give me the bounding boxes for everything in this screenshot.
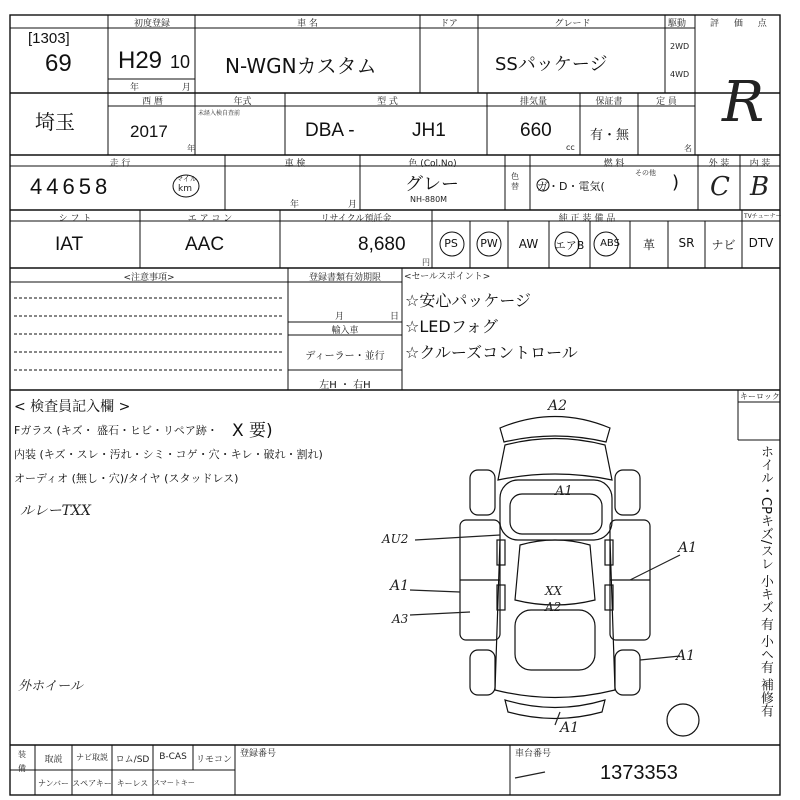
equip-label: 装 備 bbox=[18, 750, 26, 773]
sales-point-1: ☆安心パッケージ bbox=[405, 291, 532, 310]
mark-left-mid: A1 bbox=[390, 578, 410, 594]
footer-item-keyless: キーレス bbox=[116, 779, 149, 788]
audio-line: オーディオ (無し・穴)/タイヤ (スタッドレス) bbox=[14, 472, 239, 485]
mark-right-rear: A1 bbox=[676, 648, 696, 664]
fuel-label: 燃 料 bbox=[603, 159, 625, 169]
handle-side: 左H ・ 右H bbox=[319, 380, 371, 391]
footer-item-bcas: B-CAS bbox=[159, 752, 187, 762]
model-year-label: 年式 bbox=[233, 97, 252, 107]
footer-item-navi-manual: ナビ取説 bbox=[76, 753, 108, 762]
interior-grade: B bbox=[750, 172, 770, 202]
exterior-grade: C bbox=[710, 172, 730, 202]
color-label: 色 (Col.No) bbox=[408, 159, 457, 169]
grade-label: グレード bbox=[554, 19, 591, 29]
mark-center-2: A2 bbox=[545, 600, 562, 614]
mileage-label: 走 行 bbox=[109, 159, 131, 169]
tv-label: TVチューナー bbox=[744, 213, 782, 220]
reg-month: 10 bbox=[170, 52, 191, 72]
lot-label: [1303] bbox=[28, 30, 70, 47]
interior-label: 内 装 bbox=[749, 159, 771, 169]
equip-airbag: エアB bbox=[554, 239, 585, 252]
mark-left-rear: A3 bbox=[392, 612, 409, 626]
ac-label: エ ア コ ン bbox=[187, 214, 233, 224]
keylock-label: キーロック bbox=[740, 392, 780, 401]
shaken-year-unit: 年 bbox=[290, 200, 300, 210]
equip-leather: 革 bbox=[642, 238, 655, 252]
equip-sr: SR bbox=[678, 236, 695, 250]
unreg-note: 未経入検自査前 bbox=[198, 110, 241, 117]
footer-item-rom: ロム/SD bbox=[115, 755, 150, 765]
seats-label: 定 員 bbox=[656, 97, 677, 107]
model-code-label: 型 式 bbox=[377, 97, 398, 107]
model-code: JH1 bbox=[412, 120, 446, 141]
dealer-type: ディーラー・並行 bbox=[305, 351, 385, 362]
mileage-digits: 44658 bbox=[30, 174, 112, 199]
warranty-label: 保証書 bbox=[595, 97, 623, 107]
model-year: 2017 bbox=[130, 122, 168, 141]
shaken-label: 車 検 bbox=[284, 159, 306, 169]
handwritten-note-1: ルレーTXX bbox=[20, 503, 91, 519]
mark-roof: A1 bbox=[555, 484, 573, 499]
score-value: R bbox=[722, 70, 765, 135]
mark-bottom: A1 bbox=[560, 720, 580, 736]
mark-center-1: XX bbox=[545, 584, 563, 598]
shaken-month-unit: 月 bbox=[348, 200, 358, 210]
notice-label: <注意事項> bbox=[123, 273, 175, 283]
equip-ps: PS bbox=[444, 237, 458, 250]
cc-unit: cc bbox=[566, 143, 575, 152]
year-unit: 年 bbox=[187, 144, 195, 153]
equip-abs: ABS bbox=[600, 238, 620, 249]
equip-dtv: DTV bbox=[748, 236, 774, 250]
equip-navi: ナビ bbox=[711, 238, 736, 252]
glass-line: Fガラス (キズ・ 盛石・ヒビ・リペア跡・ bbox=[14, 424, 218, 437]
day-unit: 日 bbox=[390, 312, 400, 322]
lot-number: 69 bbox=[45, 50, 72, 77]
car-diagram bbox=[460, 417, 699, 737]
equipment-label: 純 正 装 備 品 bbox=[558, 214, 616, 224]
mile-unit: マイル bbox=[176, 175, 197, 183]
displacement: 660 bbox=[520, 120, 552, 141]
footer-item-plate: ナンバー bbox=[37, 779, 70, 788]
month-unit: 月 bbox=[335, 312, 345, 322]
exterior-label: 外 装 bbox=[708, 159, 730, 169]
interior-line: 内装 (キズ・スレ・汚れ・シミ・コゲ・穴・キレ・破れ・割れ) bbox=[14, 448, 323, 461]
model-name: N-WGNカスタム bbox=[225, 54, 377, 78]
side-note: ホイル・CPキズ/スレ 小キズ 有 小ヘ有 補修有 bbox=[758, 445, 773, 717]
fuel-close: ) bbox=[672, 172, 680, 193]
sales-point-3: ☆クルーズコントロール bbox=[405, 343, 578, 362]
shift: IAT bbox=[55, 234, 84, 255]
year-label: 西 暦 bbox=[142, 97, 163, 107]
footer-item-spare-key: スペアキー bbox=[72, 779, 112, 788]
color: グレー bbox=[405, 174, 459, 195]
drive-4wd: 4WD bbox=[670, 70, 690, 79]
drive-label: 駆動 bbox=[668, 19, 687, 29]
recycle-label: リサイクル預託金 bbox=[320, 214, 392, 224]
score-label: 評 価 点 bbox=[710, 19, 773, 29]
color-code: NH-880M bbox=[410, 195, 448, 204]
footer-item-manual: 取説 bbox=[44, 755, 63, 765]
equip-pw: PW bbox=[480, 237, 498, 250]
chassis-label: 車台番号 bbox=[515, 749, 552, 759]
model-name-label: 車 名 bbox=[297, 19, 318, 29]
yen-unit: 円 bbox=[422, 258, 430, 267]
import-label: 輸入車 bbox=[331, 326, 359, 336]
year-month-label: 年 月 bbox=[130, 83, 211, 93]
glass-mark: X 要) bbox=[232, 421, 273, 441]
seats-unit: 名 bbox=[684, 144, 692, 153]
recycle-fee: 8,680 bbox=[358, 234, 406, 255]
handwritten-note-2: 外ホイール bbox=[18, 679, 83, 694]
color-change-label: 色替 bbox=[511, 172, 519, 191]
equip-aw: AW bbox=[518, 237, 539, 251]
mark-left-front: AU2 bbox=[382, 532, 409, 546]
fuel-other: その他 bbox=[635, 169, 656, 177]
displacement-label: 排気量 bbox=[519, 97, 547, 107]
footer-item-smart-key: スマートキー bbox=[153, 779, 195, 787]
first-reg-label: 初度登録 bbox=[133, 19, 170, 29]
km-unit: km bbox=[178, 184, 192, 194]
inspector-title: < 検査員記入欄 > bbox=[14, 399, 131, 415]
reg-number-label: 登録番号 bbox=[240, 749, 277, 759]
mark-right-front: A1 bbox=[678, 540, 698, 556]
warranty: 有・無 bbox=[590, 128, 630, 143]
drive-2wd: 2WD bbox=[670, 42, 690, 51]
ac: AAC bbox=[185, 234, 225, 255]
region: 埼玉 bbox=[35, 110, 75, 134]
sales-label: <セールスポイント> bbox=[404, 272, 491, 282]
model-prefix: DBA - bbox=[305, 120, 355, 141]
fuel: ガ・D・電気( bbox=[537, 180, 605, 193]
sales-point-2: ☆LEDフォグ bbox=[405, 317, 498, 336]
doc-expiry-label: 登録書類有効期限 bbox=[308, 273, 381, 283]
shift-label: シ フ ト bbox=[58, 214, 92, 224]
chassis-number: 1373353 bbox=[600, 762, 678, 784]
grade: SSパッケージ bbox=[495, 54, 608, 75]
era-year: H29 bbox=[118, 47, 163, 74]
footer-item-remote: リモコン bbox=[195, 755, 232, 765]
door-label: ドア bbox=[440, 19, 458, 29]
mark-front: A2 bbox=[548, 398, 568, 414]
